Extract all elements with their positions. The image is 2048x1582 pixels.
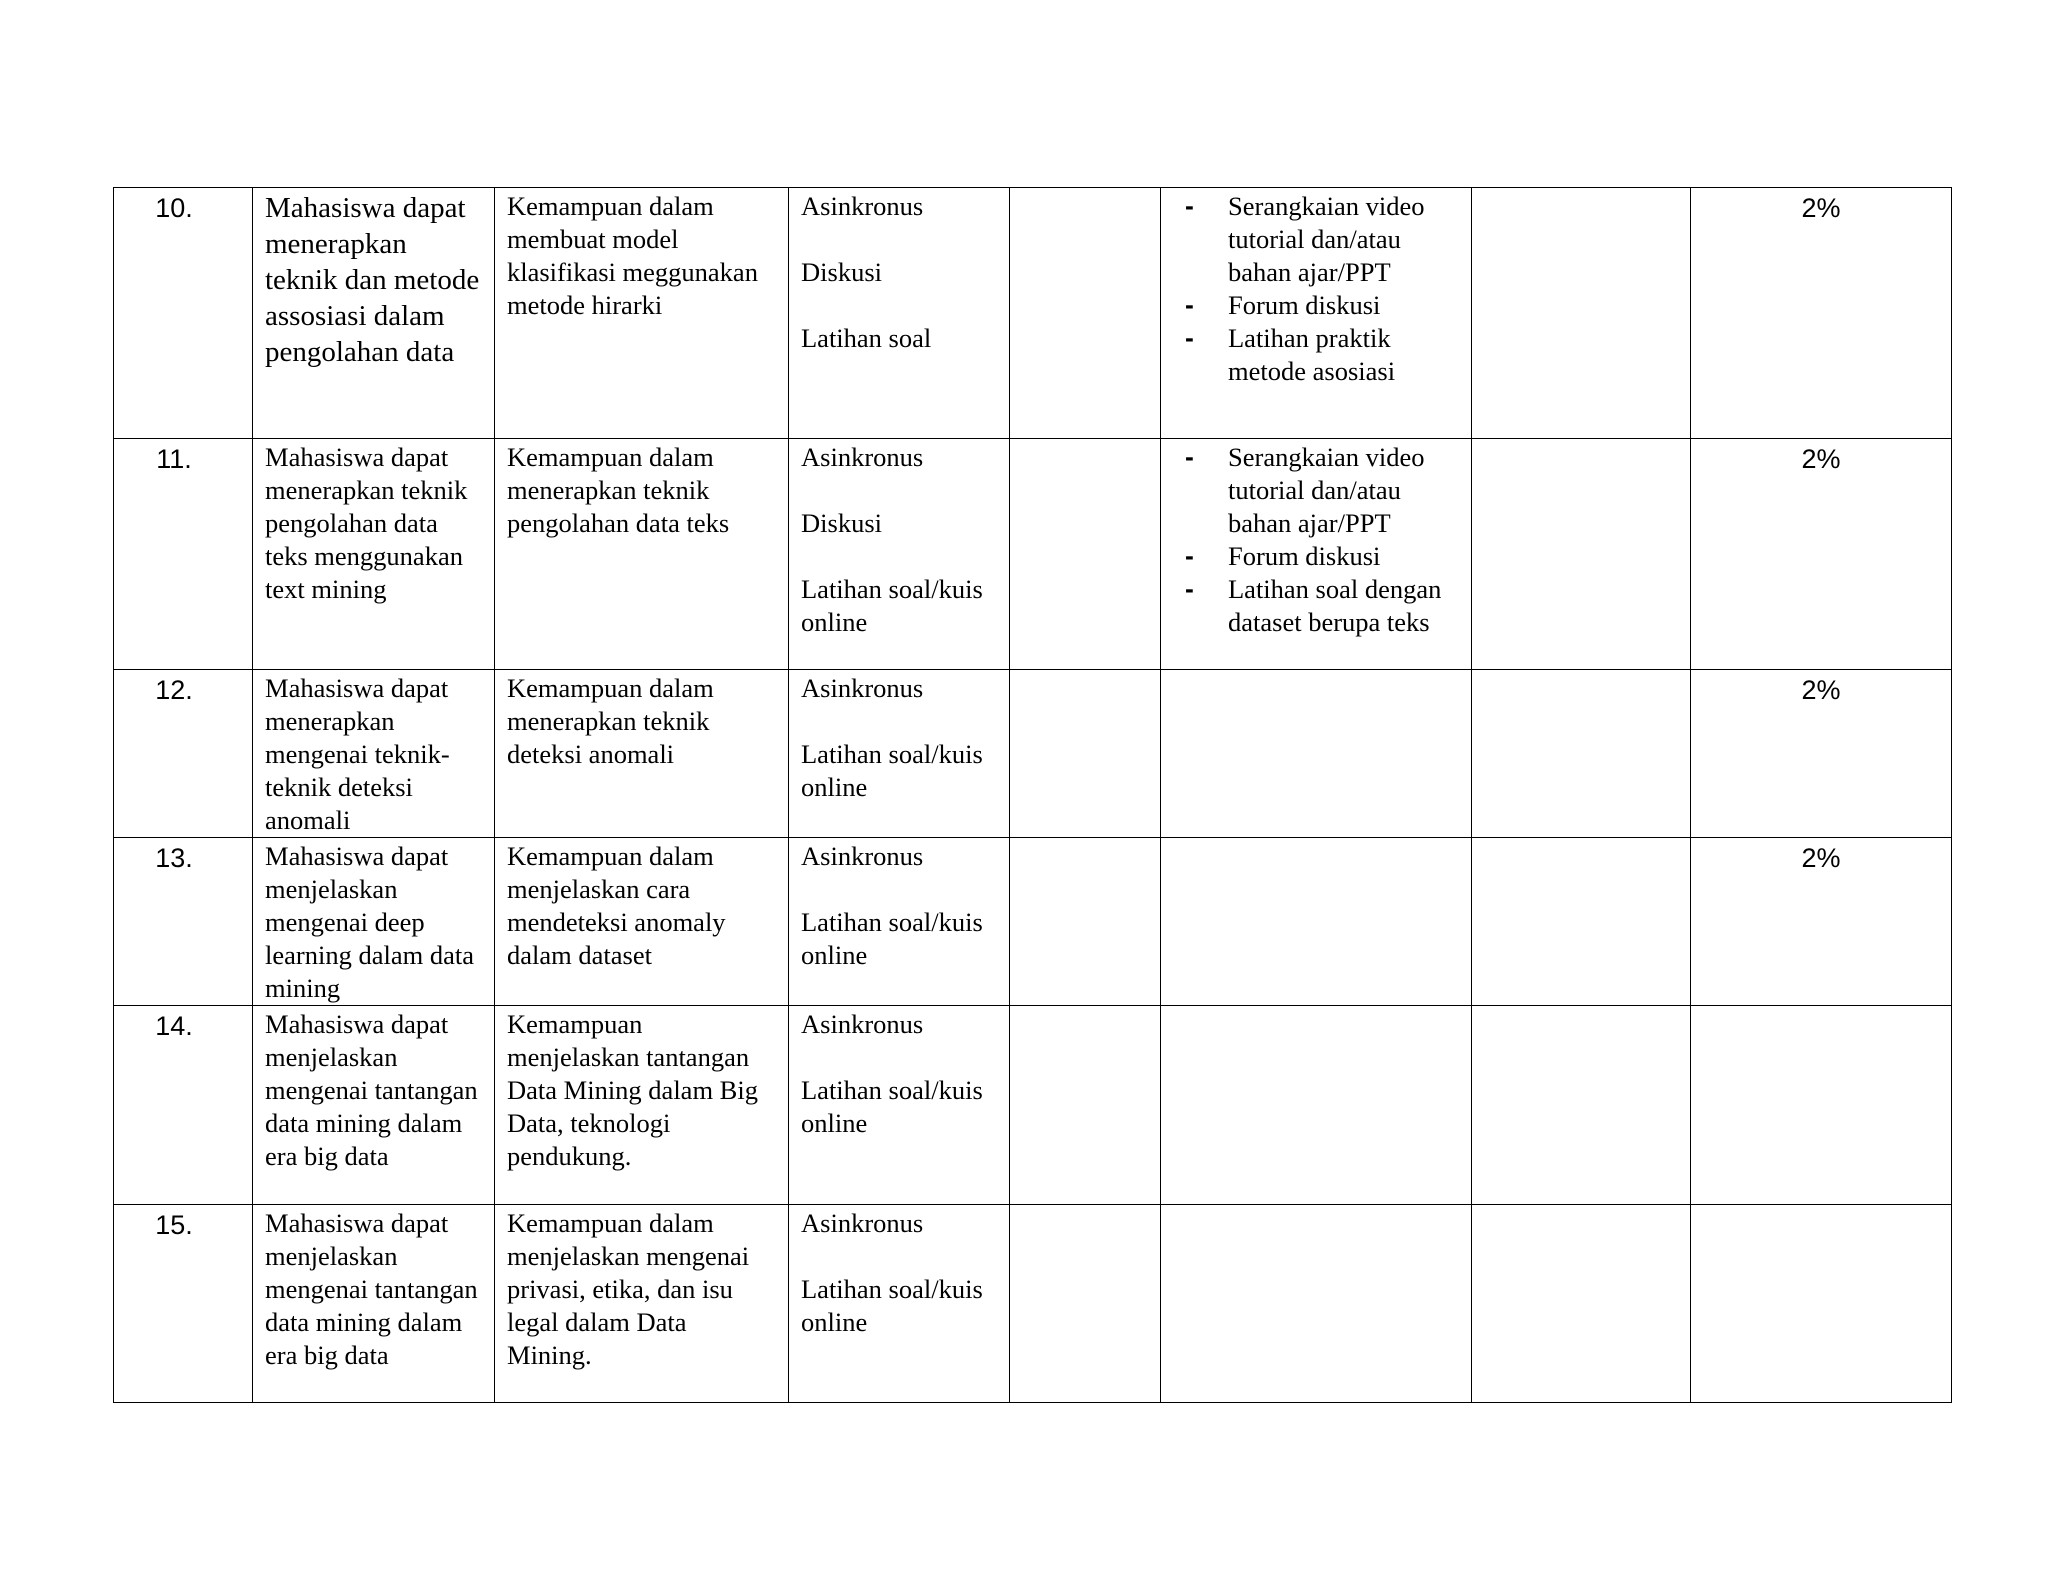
empty-cell [1691,1205,1952,1403]
table-row [114,1006,1952,1205]
empty-cell [1010,439,1161,670]
table-row [114,439,1952,670]
empty-cell [1161,670,1472,838]
learning-objective: Mahasiswa dapat menerapkan teknik pengolahan data teks menggunakan text mining [253,439,495,670]
method-item: Asinkronus [801,1208,924,1238]
empty-cell [1472,1006,1691,1205]
resource-item: - Forum diskusi [1185,541,1381,571]
indicator: Kemampuan dalam menerapkan teknik deteksi anomali [495,670,789,838]
weight-percent: 2% [1691,670,1952,838]
resource-item: - Forum diskusi [1185,290,1381,320]
method-item: Asinkronus [801,841,924,871]
resource-item: - Serangkaian video tutorial dan/atau bahan ajar/PPT [1185,191,1425,287]
empty-cell [1010,1205,1161,1403]
method-item: Asinkronus [801,191,924,221]
table-row [114,188,1952,439]
table-row [114,838,1952,1006]
resource-item: - Latihan praktik metode asosiasi [1185,323,1396,386]
empty-cell [1472,670,1691,838]
indicator: Kemampuan dalam menjelaskan cara mendeteksi anomaly dalam dataset [495,838,789,1006]
method-item: Diskusi [801,508,882,538]
row-number: 15. [114,1205,253,1403]
row-number: 10. [114,188,253,439]
learning-resources [1161,188,1472,439]
learning-methods [789,439,1010,670]
learning-methods [789,838,1010,1006]
learning-methods [789,188,1010,439]
row-number: 14. [114,1006,253,1205]
method-item: Latihan soal/kuis online [801,1274,983,1337]
weight-percent: 2% [1691,188,1952,439]
method-item: Latihan soal/kuis online [801,574,983,637]
row-number: 12. [114,670,253,838]
empty-cell [1472,188,1691,439]
method-item: Latihan soal/kuis online [801,1075,983,1138]
indicator: Kemampuan dalam membuat model klasifikasi meggunakan metode hirarki [495,188,789,439]
table-row [114,670,1952,838]
method-item: Asinkronus [801,1009,924,1039]
indicator: Kemampuan dalam menjelaskan mengenai privasi, etika, dan isu legal dalam Data Mining. [495,1205,789,1403]
empty-cell [1010,1006,1161,1205]
empty-cell [1161,1205,1472,1403]
empty-cell [1161,838,1472,1006]
learning-methods [789,1006,1010,1205]
indicator: Kemampuan dalam menerapkan teknik pengolahan data teks [495,439,789,670]
course-plan-table [113,187,1952,1403]
learning-objective: Mahasiswa dapat menerapkan teknik dan metode assosiasi dalam pengolahan data [253,188,495,439]
learning-resources [1161,439,1472,670]
learning-methods [789,670,1010,838]
method-item: Latihan soal/kuis online [801,739,983,802]
empty-cell [1472,1205,1691,1403]
empty-cell [1472,439,1691,670]
empty-cell [1472,838,1691,1006]
empty-cell [1010,670,1161,838]
resource-item: - Latihan soal dengan dataset berupa teks [1185,574,1442,637]
learning-methods [789,1205,1010,1403]
row-number: 11. [114,439,253,670]
empty-cell [1010,188,1161,439]
method-item: Latihan soal [801,323,932,353]
resource-item: - Serangkaian video tutorial dan/atau bahan ajar/PPT [1185,442,1425,538]
weight-percent: 2% [1691,838,1952,1006]
learning-objective: Mahasiswa dapat menjelaskan mengenai tantangan data mining dalam era big data [253,1205,495,1403]
method-item: Latihan soal/kuis online [801,907,983,970]
empty-cell [1010,838,1161,1006]
row-number: 13. [114,838,253,1006]
indicator: Kemampuan menjelaskan tantangan Data Mining dalam Big Data, teknologi pendukung. [495,1006,789,1205]
weight-percent: 2% [1691,439,1952,670]
learning-objective: Mahasiswa dapat menjelaskan mengenai tantangan data mining dalam era big data [253,1006,495,1205]
method-item: Diskusi [801,257,882,287]
learning-objective: Mahasiswa dapat menjelaskan mengenai deep learning dalam data mining [253,838,495,1006]
empty-cell [1161,1006,1472,1205]
method-item: Asinkronus [801,442,924,472]
learning-objective: Mahasiswa dapat menerapkan mengenai teknik-teknik deteksi anomali [253,670,495,838]
table-row [114,1205,1952,1403]
empty-cell [1691,1006,1952,1205]
method-item: Asinkronus [801,673,924,703]
